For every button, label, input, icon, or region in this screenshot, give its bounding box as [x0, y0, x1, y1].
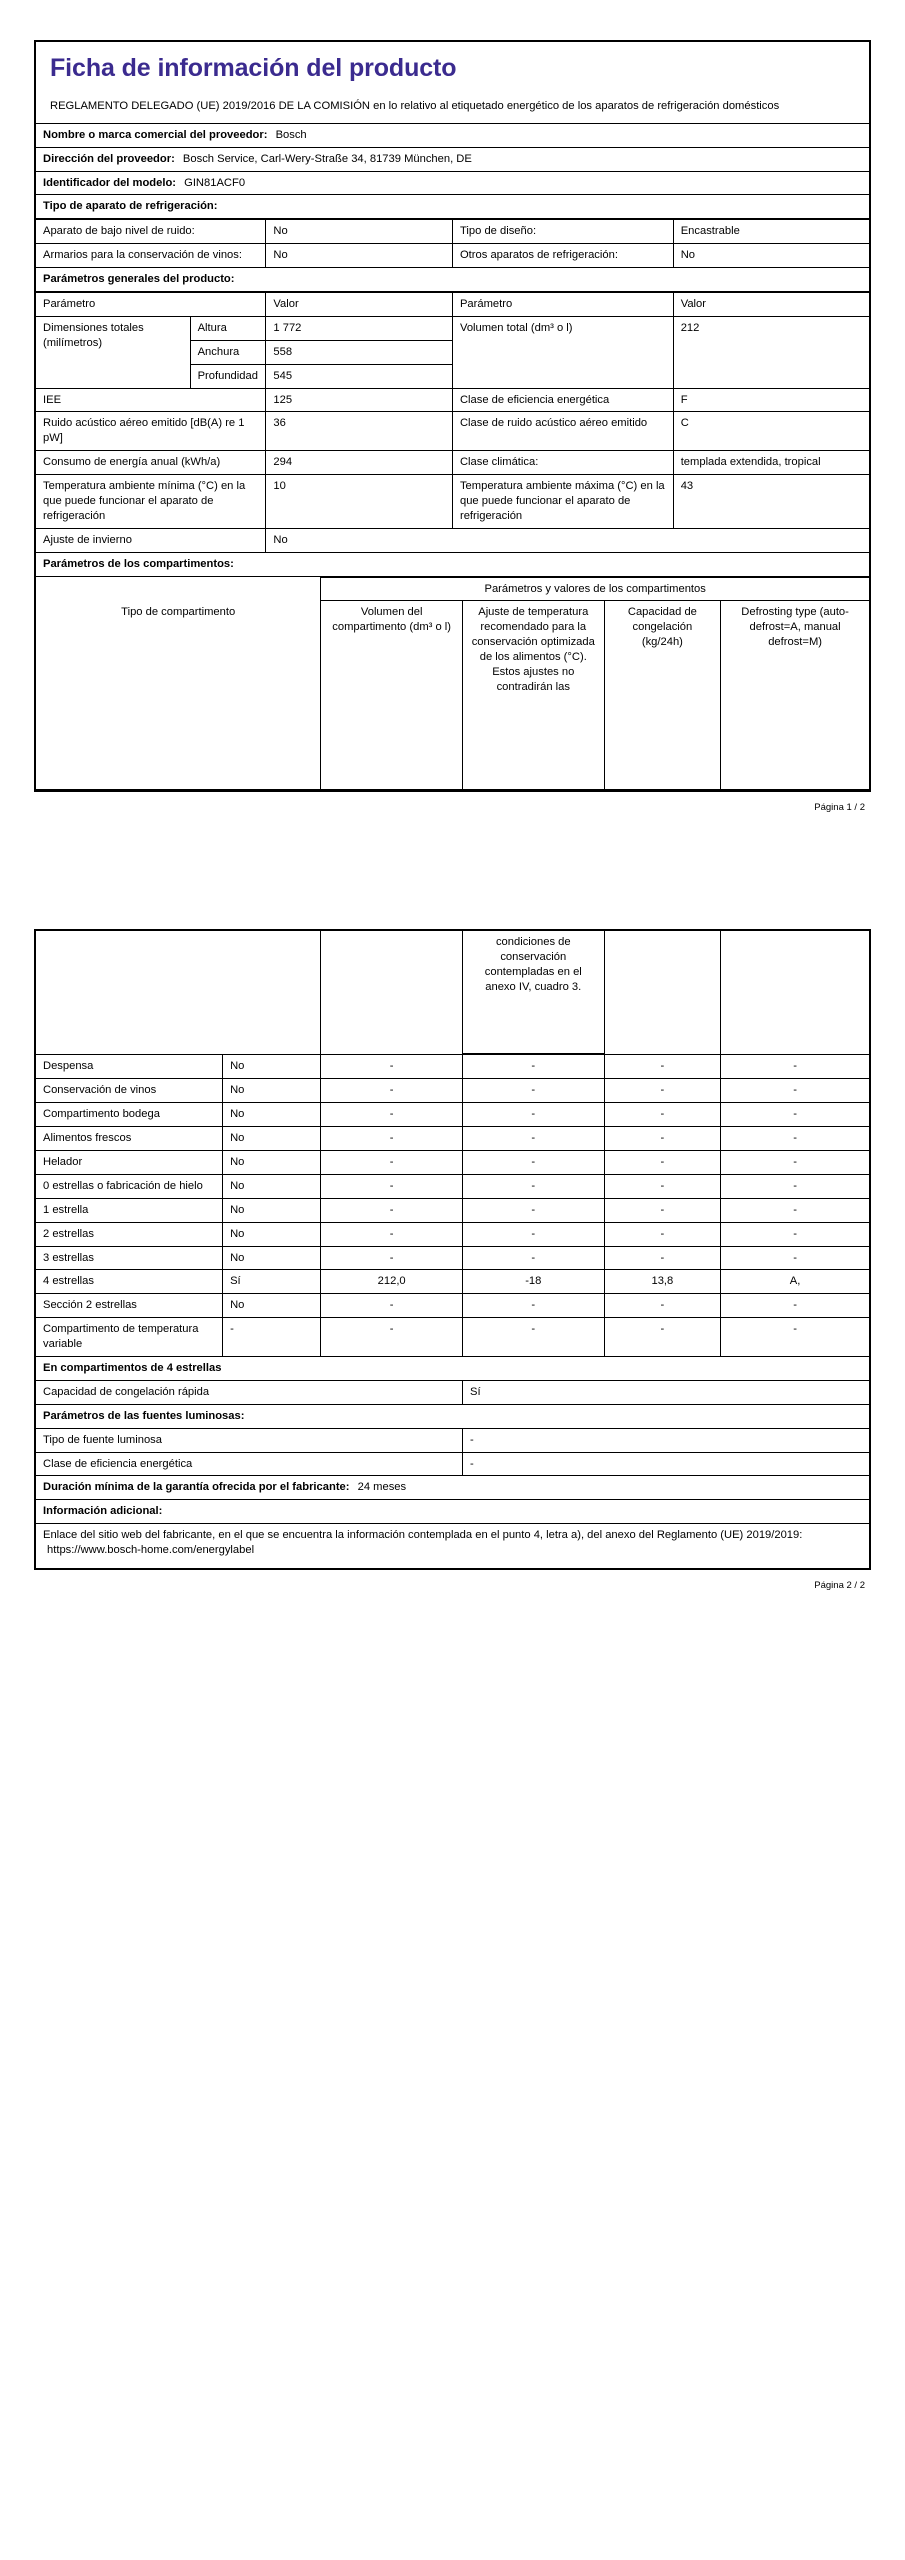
compartment-defrost-cell: -	[721, 1151, 869, 1175]
total-volume-label: Volumen total (dm³ o l)	[452, 316, 673, 388]
compartment-temp-cell: -	[462, 1055, 604, 1079]
table-row	[36, 1270, 869, 1294]
table-row	[36, 1103, 869, 1127]
compartment-temp-cell: -	[462, 1246, 604, 1270]
compartment-defrost-cell: -	[721, 1294, 869, 1318]
table-row	[36, 1079, 869, 1103]
compartment-temp-setting-header: Ajuste de temperatura recomendado para la conservación optimizada de los alimentos (°C). Estos ajustes no contradirán las	[462, 601, 604, 790]
dimensions-height-row	[36, 316, 869, 340]
compartment-volume-header-continued	[321, 931, 463, 1054]
supplier-name-label: Nombre o marca comercial del proveedor:	[43, 128, 268, 141]
compartments-section-label: Parámetros de los compartimentos:	[36, 553, 869, 576]
compartment-freeze-cell: -	[604, 1318, 721, 1357]
table-row	[36, 1222, 869, 1246]
appliance-type-section-row	[36, 195, 869, 219]
wine-storage-label: Armarios para la conservación de vinos:	[36, 244, 266, 268]
compartment-volume-cell: -	[321, 1127, 463, 1151]
compartment-volume-cell: -	[321, 1198, 463, 1222]
compartment-volume-header: Volumen del compartimento (dm³ o l)	[321, 601, 463, 790]
compartment-temp-cell: -18	[462, 1270, 604, 1294]
compartment-defrosting-header: Defrosting type (auto-defrost=A, manual defrost=M)	[721, 601, 869, 790]
compartment-present-cell: No	[223, 1127, 321, 1151]
header-param-left: Parámetro	[36, 292, 266, 316]
winter-setting-row	[36, 528, 869, 552]
energy-class-value: F	[673, 388, 869, 412]
page-1-footer: Página 1 / 2	[814, 801, 865, 813]
compartment-defrost-cell: -	[721, 1079, 869, 1103]
appliance-type-section-label: Tipo de aparato de refrigeración:	[36, 195, 869, 219]
other-appliances-label: Otros aparatos de refrigeración:	[452, 244, 673, 268]
compartment-type-header: Tipo de compartimento	[36, 601, 321, 790]
winter-setting-label: Ajuste de invierno	[36, 528, 266, 552]
compartment-present-cell: No	[223, 1103, 321, 1127]
four-star-section-row	[36, 1357, 869, 1380]
light-source-class-label: Clase de eficiencia energética	[36, 1452, 462, 1476]
additional-info-text: Enlace del sitio web del fabricante, en el que se encuentra la información contemplada en el punto 4, letra a), del anexo del Reglamento (UE) 2019/2019:	[43, 1529, 803, 1542]
compartment-type-cell: 2 estrellas	[36, 1222, 223, 1246]
light-source-class-row	[36, 1452, 869, 1476]
model-identifier-value: GIN81ACF0	[184, 176, 246, 189]
table-row	[36, 1246, 869, 1270]
compartment-temp-cell: -	[462, 1222, 604, 1246]
annual-energy-label: Consumo de energía anual (kWh/a)	[36, 451, 266, 475]
page-2-footer: Página 2 / 2	[814, 1580, 865, 1592]
dimension-value-depth: 545	[266, 364, 453, 388]
general-parameters-table	[36, 292, 869, 553]
page-gap	[0, 813, 905, 867]
supplier-address-row	[36, 147, 869, 171]
noise-class-label: Clase de ruido acústico aéreo emitido	[452, 412, 673, 451]
warranty-value: 24 meses	[357, 1481, 407, 1494]
compartments-group-header: Parámetros y valores de los compartimentos	[321, 577, 869, 601]
compartment-freeze-cell: -	[604, 1055, 721, 1079]
compartment-volume-cell: -	[321, 1151, 463, 1175]
four-star-section-label: En compartimentos de 4 estrellas	[36, 1357, 869, 1380]
annual-energy-value: 294	[266, 451, 453, 475]
max-ambient-temp-label: Temperatura ambiente máxima (°C) en la que puede funcionar el aparato de refrigeración	[452, 475, 673, 529]
supplier-name-value: Bosch	[275, 128, 307, 141]
table-row	[36, 1198, 869, 1222]
supplier-address-label: Dirección del proveedor:	[43, 152, 175, 165]
compartment-present-cell: No	[223, 1055, 321, 1079]
fast-freeze-row	[36, 1380, 869, 1404]
dimension-value-width: 558	[266, 340, 453, 364]
wine-storage-value: No	[266, 244, 453, 268]
compartment-volume-cell: -	[321, 1318, 463, 1357]
table-row	[36, 1151, 869, 1175]
supplier-name-row	[36, 123, 869, 147]
page-1	[0, 0, 905, 813]
model-identifier-row	[36, 171, 869, 195]
dimension-name-height: Altura	[190, 316, 266, 340]
compartment-freeze-cell: -	[604, 1151, 721, 1175]
energy-class-label: Clase de eficiencia energética	[452, 388, 673, 412]
compartment-defrost-cell: -	[721, 1174, 869, 1198]
compartment-type-cell: Helador	[36, 1151, 223, 1175]
compartment-volume-cell: -	[321, 1222, 463, 1246]
climate-class-label: Clase climática:	[452, 451, 673, 475]
compartment-freeze-cell: -	[604, 1127, 721, 1151]
compartment-freeze-cell: -	[604, 1103, 721, 1127]
compartment-freeze-cell: -	[604, 1222, 721, 1246]
compartment-volume-cell: -	[321, 1079, 463, 1103]
compartment-temp-cell: -	[462, 1103, 604, 1127]
total-volume-value: 212	[673, 316, 869, 388]
appliance-type-table	[36, 219, 869, 268]
table-row	[36, 1055, 869, 1079]
fast-freeze-label: Capacidad de congelación rápida	[36, 1380, 462, 1404]
light-source-class-value: -	[462, 1452, 869, 1476]
manufacturer-website-link[interactable]: https://www.bosch-home.com/energylabel	[47, 1544, 255, 1557]
compartment-present-cell: No	[223, 1294, 321, 1318]
warranty-row	[36, 1476, 869, 1500]
supplier-address-value: Bosch Service, Carl-Wery-Straße 34, 81739 München, DE	[182, 152, 472, 165]
compartments-table-page1	[36, 577, 869, 790]
winter-setting-value: No	[266, 528, 869, 552]
fast-freeze-value: Sí	[462, 1380, 869, 1404]
compartment-defrosting-header-continued	[721, 931, 869, 1054]
other-appliances-value: No	[673, 244, 869, 268]
airborne-noise-label: Ruido acústico aéreo emitido [dB(A) re 1 pW]	[36, 412, 266, 451]
compartment-defrost-cell: -	[721, 1198, 869, 1222]
compartment-freeze-cell: -	[604, 1294, 721, 1318]
compartment-freeze-cell: -	[604, 1174, 721, 1198]
warranty-label: Duración mínima de la garantía ofrecida por el fabricante:	[43, 1481, 350, 1494]
compartment-volume-cell: -	[321, 1055, 463, 1079]
compartment-volume-cell: -	[321, 1103, 463, 1127]
max-ambient-temp-value: 43	[673, 475, 869, 529]
compartments-column-header-row	[36, 601, 869, 790]
table-row	[36, 1318, 869, 1357]
general-parameters-section-label: Parámetros generales del producto:	[36, 268, 869, 291]
page-title: Ficha de información del producto	[50, 54, 457, 82]
compartment-type-cell: 1 estrella	[36, 1198, 223, 1222]
light-sources-section-row	[36, 1404, 869, 1428]
compartment-defrost-cell: A,	[721, 1270, 869, 1294]
compartment-defrost-cell: -	[721, 1222, 869, 1246]
additional-info-row	[36, 1524, 869, 1568]
compartment-temp-cell: -	[462, 1294, 604, 1318]
dimension-name-width: Anchura	[190, 340, 266, 364]
min-ambient-temp-value: 10	[266, 475, 453, 529]
light-sources-section-label: Parámetros de las fuentes luminosas:	[36, 1404, 869, 1428]
compartment-type-header-continued	[36, 931, 321, 1054]
low-noise-value: No	[266, 220, 453, 244]
compartment-defrost-cell: -	[721, 1127, 869, 1151]
compartment-freeze-cell: -	[604, 1198, 721, 1222]
compartment-freeze-cell: -	[604, 1246, 721, 1270]
compartment-freeze-cell: -	[604, 1079, 721, 1103]
compartment-present-cell: No	[223, 1174, 321, 1198]
table-row	[36, 1294, 869, 1318]
dimensions-label: Dimensiones totales (milímetros)	[36, 316, 190, 388]
compartment-type-cell: Conservación de vinos	[36, 1079, 223, 1103]
general-parameters-section-row	[36, 268, 869, 291]
compartment-defrost-cell: -	[721, 1055, 869, 1079]
compartment-present-cell: No	[223, 1246, 321, 1270]
compartments-blank-cell	[36, 577, 321, 601]
compartment-volume-cell: -	[321, 1294, 463, 1318]
table-row	[36, 451, 869, 475]
compartment-volume-cell: -	[321, 1174, 463, 1198]
additional-info-section-row	[36, 1500, 869, 1524]
page1-content-frame	[34, 40, 871, 792]
table-row	[36, 244, 869, 268]
table-row	[36, 475, 869, 529]
compartments-table-page2-header	[36, 931, 869, 1055]
min-ambient-temp-label: Temperatura ambiente mínima (°C) en la que puede funcionar el aparato de refrigeración	[36, 475, 266, 529]
header-value-right: Valor	[673, 292, 869, 316]
parameters-header-row	[36, 292, 869, 316]
iee-value: 125	[266, 388, 453, 412]
compartment-defrost-cell: -	[721, 1103, 869, 1127]
table-row	[36, 412, 869, 451]
compartments-section-row	[36, 553, 869, 576]
page2-content-frame	[34, 929, 871, 1570]
regulation-intro-text: REGLAMENTO DELEGADO (UE) 2019/2016 DE LA COMISIÓN en lo relativo al etiquetado energético de los aparatos de refrigeración domésticos	[50, 99, 780, 112]
compartment-freeze-cell: 13,8	[604, 1270, 721, 1294]
compartment-type-cell: 0 estrellas o fabricación de hielo	[36, 1174, 223, 1198]
compartment-temp-cell: -	[462, 1198, 604, 1222]
table-row	[36, 1174, 869, 1198]
compartment-present-cell: No	[223, 1079, 321, 1103]
dimension-value-height: 1 772	[266, 316, 453, 340]
table-row	[36, 1127, 869, 1151]
model-identifier-label: Identificador del modelo:	[43, 176, 177, 189]
compartment-temp-cell: -	[462, 1318, 604, 1357]
compartment-type-cell: Sección 2 estrellas	[36, 1294, 223, 1318]
compartment-type-cell: Compartimento de temperatura variable	[36, 1318, 223, 1357]
light-source-type-row	[36, 1428, 869, 1452]
compartment-temp-cell: -	[462, 1127, 604, 1151]
compartment-present-cell: No	[223, 1198, 321, 1222]
climate-class-value: templada extendida, tropical	[673, 451, 869, 475]
compartment-defrost-cell: -	[721, 1318, 869, 1357]
compartment-temp-setting-header-continued: condiciones de conservación contempladas en el anexo IV, cuadro 3.	[462, 931, 604, 1054]
table-row	[36, 220, 869, 244]
compartment-temp-cell: -	[462, 1151, 604, 1175]
compartment-volume-cell: 212,0	[321, 1270, 463, 1294]
additional-info-section-label: Información adicional:	[36, 1500, 869, 1524]
general-parameters-section-table	[36, 268, 869, 292]
compartments-data-table	[36, 1054, 869, 1357]
noise-class-value: C	[673, 412, 869, 451]
low-noise-label: Aparato de bajo nivel de ruido:	[36, 220, 266, 244]
page-2	[0, 867, 905, 1591]
compartments-header-continuation-row	[36, 931, 869, 1054]
light-source-type-label: Tipo de fuente luminosa	[36, 1428, 462, 1452]
compartment-present-cell: -	[223, 1318, 321, 1357]
compartment-type-cell: 3 estrellas	[36, 1246, 223, 1270]
compartment-defrost-cell: -	[721, 1246, 869, 1270]
compartment-freezing-header-continued	[604, 931, 721, 1054]
design-type-value: Encastrable	[673, 220, 869, 244]
supplier-table	[36, 123, 869, 220]
table-row	[36, 388, 869, 412]
design-type-label: Tipo de diseño:	[452, 220, 673, 244]
airborne-noise-value: 36	[266, 412, 453, 451]
compartment-temp-cell: -	[462, 1079, 604, 1103]
compartment-type-cell: Compartimento bodega	[36, 1103, 223, 1127]
header-param-right: Parámetro	[452, 292, 673, 316]
compartment-present-cell: No	[223, 1151, 321, 1175]
compartment-volume-cell: -	[321, 1246, 463, 1270]
compartments-section-table	[36, 553, 869, 577]
header-value-left: Valor	[266, 292, 453, 316]
four-star-table	[36, 1357, 869, 1568]
compartment-present-cell: No	[223, 1222, 321, 1246]
compartment-present-cell: Sí	[223, 1270, 321, 1294]
compartment-freezing-capacity-header: Capacidad de congelación (kg/24h)	[604, 601, 721, 790]
compartment-temp-cell: -	[462, 1174, 604, 1198]
dimension-name-depth: Profundidad	[190, 364, 266, 388]
light-source-type-value: -	[462, 1428, 869, 1452]
compartment-type-cell: 4 estrellas	[36, 1270, 223, 1294]
compartment-type-cell: Despensa	[36, 1055, 223, 1079]
compartment-type-cell: Alimentos frescos	[36, 1127, 223, 1151]
compartments-group-header-row	[36, 577, 869, 601]
iee-label: IEE	[36, 388, 266, 412]
